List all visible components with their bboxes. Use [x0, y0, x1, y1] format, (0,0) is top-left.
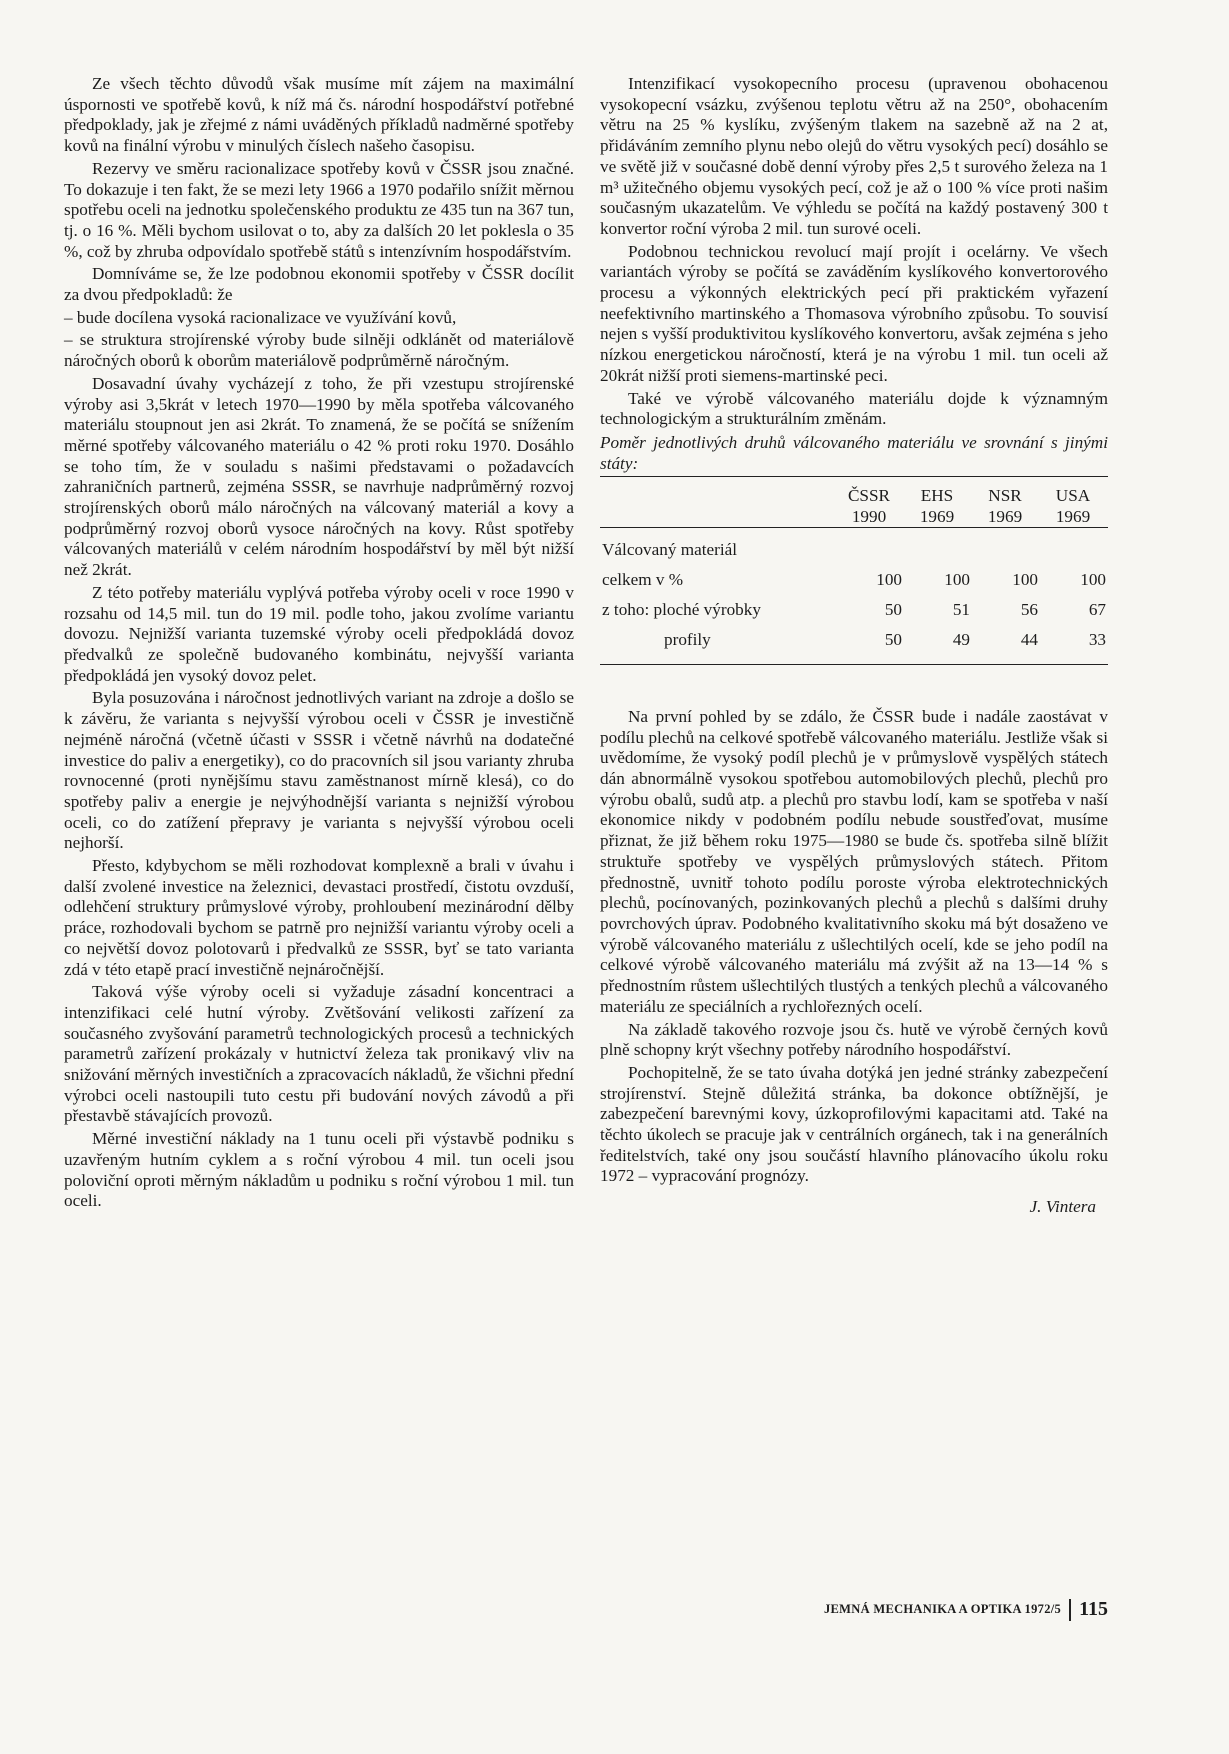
journal-name: JEMNÁ MECHANIKA A OPTIKA 1972/5	[823, 1602, 1062, 1616]
page-number: 115	[1079, 1598, 1108, 1620]
page-footer	[660, 1598, 1108, 1621]
paragraph: Na základě takového rozvoje jsou čs. hutě ve výrobě černých kovů plně schopny krýt všechny potřeby národního hospodářství.	[600, 1019, 1108, 1060]
table-row: profily 50 49 44 33	[664, 629, 1106, 649]
paragraph: Měrné investiční náklady na 1 tunu oceli při výstavbě podniku s uzavřeným hutním cyklem a s roční výrobou 4 mil. tun oceli jsou poloviční oproti měrným nákladům u podniku s roční výrobou 1 mil. tun oceli.	[64, 1129, 574, 1211]
paragraph: Podobnou technickou revolucí mají projít i ocelárny. Ve všech variantách výroby se počítá se zaváděním kyslíkového konvertorového procesu a výkonných elektrických pecí při praktickém vyřazení neefektivního martinského a Thomasova výrobního způsobu. To souvisí nejen s vyšší produktivitou kyslíkového konvertoru, avšak zejména s jeho nízkou energetickou náročností, která je na výrobu 1 mil. tun oceli až 20krát nižší proti siemens-martinské peci.	[600, 241, 1108, 385]
table-row: z toho: ploché výrobky 50 51 56 67	[602, 599, 1106, 619]
paragraph: Rezervy ve směru racionalizace spotřeby kovů v ČSSR jsou značné. To dokazuje i ten fakt, že se mezi lety 1966 a 1970 podařilo snížit měrnou spotřebu oceli na jednotku společenského produktu ze 435 tun na 367 tun, tj. o 16 %. Měli bychom usilovat o to, aby za dalších 20 let poklesla o 35 %, což by zhruba odpovídalo spotřebě států s intenzívním hospodářstvím.	[64, 158, 574, 261]
paragraph: Intenzifikací vysokopecního procesu (upravenou obohacenou vysokopecní vsázku, zvýšenou teplotu větru až na 250°, obohacením větru na 25 % kyslíku, zvýšeným tlakem na sazebně až na 2 at, přidáváním zemního plynu nebo olejů do větru vysokých pecí) dosáhlo se ve světě již v současné době denní výroby přes 2,5 t surového železa na 1 m³ užitečného objemu vysokých pecí, což je až o 100 % více proti našim současným ukazatelům. Ve výhledu se počítá na každý postavený 300 t konvertor roční výroba 2 mil. tun surové oceli.	[600, 74, 1108, 238]
right-column	[600, 74, 1108, 1218]
paragraph: Z této potřeby materiálu vyplývá potřeba výroby oceli v roce 1990 v rozsahu od 14,5 mil. tun do 19 mil. podle toho, jakou zvolíme variantu dovozu. Nejnižší varianta tuzemské výroby oceli předpokládá dovoz předvalků ze společně budovaného kombinátu, nejvyšší varianta předpokládá jen vysoký dovoz pelet.	[64, 582, 574, 685]
list-item: – bude docílena vysoká racionalizace ve využívání kovů,	[64, 307, 457, 327]
paragraph: Byla posuzována i náročnost jednotlivých variant na zdroje a došlo se k závěru, že varianta s nejvyšší výrobou oceli v ČSSR je investičně nejméně náročná (včetně účasti v SSSR i včetně návrhů na dodatečné investice do paliv a energetiky), co do pracovních sil jsou varianty zhruba rovnocenné (proti nynějšímu stavu zaměstnanost mírně klesá), co do spotřeby paliv a energie je nejvýhodnější varianta s nejnižší výrobou oceli, co do zatížení přepravy je varianta s nejvyšší výrobou oceli nejhorší.	[64, 688, 574, 853]
table-row: Válcovaný materiál	[602, 539, 738, 559]
paragraph: Taková výše výroby oceli si vyžaduje zásadní koncentraci a intenzifikaci celé hutní výroby. Zvětšování velikosti zařízení za současného zvyšování parametrů technologických procesů a technických parametrů zařízení prokázaly v hutnictví železa tak pronikavý vliv na snižování měrných investičních a zpracovacích nákladů, že všichni přední výrobci oceli nastoupili tuto cestu při budování nových závodů a při přestavbě stávajících provozů.	[64, 982, 574, 1126]
paragraph: Také ve výrobě válcovaného materiálu dojde k významným technologickým a strukturálním změnám.	[600, 388, 1108, 429]
table-caption: Poměr jednotlivých druhů válcovaného materiálu ve srovnání s jinými státy:	[600, 432, 1108, 473]
column-header: NSR 1969	[987, 485, 1023, 526]
paragraph: Na první pohled by se zdálo, že ČSSR bude i nadále zaostávat v podílu plechů na celkové spotřebě válcovaného materiálu. Jestliže však si uvědomíme, že vysoký podíl plechů je v průmyslově vyspělých státech dán abnormálně vysokou spotřebou automobilových plechů, plechů pro výrobu obalů, sudů atp. a plechů pro stavbu lodí, kam se spotřeba v naší ekonomice nikdy v podobném podílu nebude soustřeďovat, musíme přiznat, že již během roku 1975—1980 se bude čs. spotřeba silně blížit struktuře spotřeby ve vyspělých průmyslových státech. Přitom přednostně, uvnitř tohoto podílu poroste výroba elektrotechnických plechů, pocínovaných, pozinkovaných plechů a plechů s dalšími druhy povrchových úprav. Podobného kvalitativního skoku má být dosaženo ve výrobě válcovaného materiálu z ušlechtilých ocelí, kde se jeho podíl na celkové výrobě válcovaného materiálu má zvýšit až na 13—14 % s přednostním růstem ušlechtilých tlustých a tenkých plechů a válcovaného materiálu ze speciálních a rychlořezných ocelí.	[600, 706, 1108, 1016]
list-item: – se struktura strojírenské výroby bude silněji odklánět od materiálově náročných oborů k oborům materiálově podprůměrně náročným.	[64, 330, 574, 371]
table-header-row	[600, 485, 1108, 528]
paragraph: Ze všech těchto důvodů však musíme mít zájem na maximální úspornosti ve spotřebě kovů, k níž má čs. národní hospodářství potřebné předpoklady, jak je zřejmé z námi uváděných příkladů nadměrné spotřeby kovů na finální výrobu v minulých číslech našeho časopisu.	[64, 74, 574, 156]
paragraph: Přesto, kdybychom se měli rozhodovat komplexně a brali v úvahu i další zvolené investice na železnici, devastaci prostředí, čistotu ovzduší, odlehčení struktury průmyslové výroby, prohloubení mezinárodní dělby práce, rozhodovali bychom se patrně pro nejnižší variantu výroby oceli a co největší dovoz polotovarů i předvalků ze SSSR, byť se tato varianta zdá v této etapě prací investičně nejnáročnější.	[64, 856, 574, 979]
paragraph: Dosavadní úvahy vycházejí z toho, že při vzestupu strojírenské výroby asi 3,5krát v letech 1970—1990 by měla spotřeba válcovaného materiálu stoupnout jen asi 2krát. To znamená, že se počítá se snížením měrné spotřeby válcovaného materiálu o 42 % proti roku 1970. Dosáhlo se toho tím, že v souladu s našimi představami o požadavcích zahraničních partnerů, zejména SSSR, se navrhuje nadprůměrný rozvoj strojírenských oborů málo náročných na válcovaný materiál a kovy a podprůměrný rozvoj oborů vysoce náročných na kovy. Růst spotřeby válcovaných materiálů v celém národním hospodářství by měl být nižší než 2krát.	[64, 373, 574, 580]
comparison-table	[600, 476, 1108, 665]
left-column	[64, 74, 574, 1214]
column-header: EHS 1969	[919, 485, 955, 526]
paragraph: Domníváme se, že lze podobnou ekonomii spotřeby v ČSSR docílit za dvou předpokladů: že	[64, 264, 574, 305]
footer-divider	[1069, 1599, 1071, 1621]
paragraph: Pochopitelně, že se tato úvaha dotýká jen jedné stránky zabezpečení strojírenství. Stejně důležitá stránka, ba dokonce obtížnější, je zabezpečení barevnými kovy, úzkoprofilovými kapacitami atd. Také na těchto úkolech se pracuje jak v centrálních orgánech, tak i na generálních ředitelstvích, také ony jsou součástí hlavního plánovacího úkolu roku 1972 – vypracování prognózy.	[600, 1062, 1108, 1186]
author-signature: J. Vintera	[1029, 1197, 1096, 1217]
column-header: USA 1969	[1055, 485, 1091, 526]
column-header: ČSSR 1990	[847, 485, 891, 526]
table-row: celkem v % 100 100 100 100	[602, 569, 1106, 589]
